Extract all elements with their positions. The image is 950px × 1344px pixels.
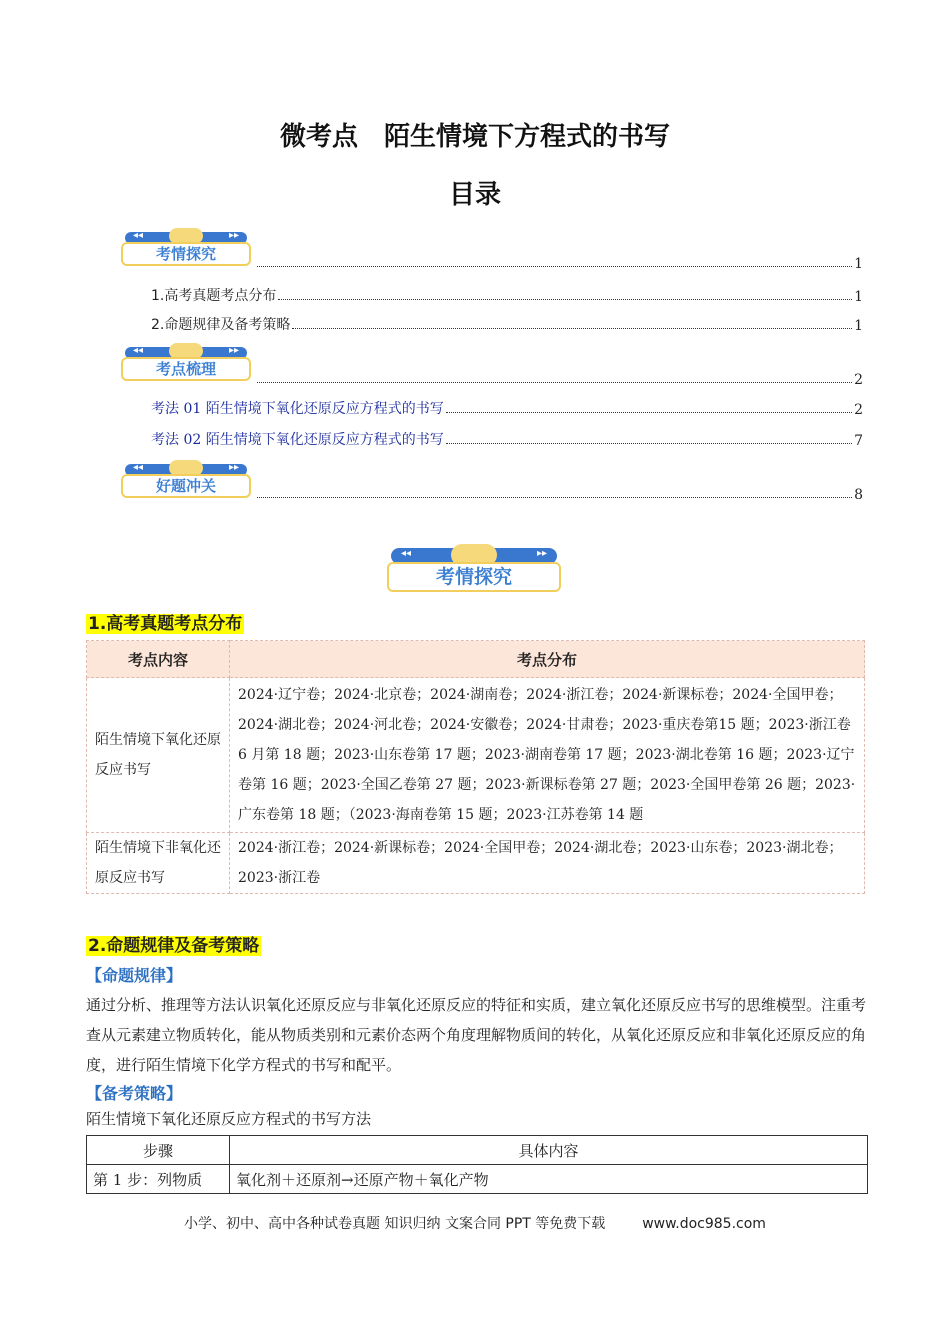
toc-page: 1 xyxy=(854,318,863,334)
footer-text: 小学、初中、高中各种试卷真题 知识归纳 文案合同 PPT 等免费下载 xyxy=(184,1216,606,1232)
section1-heading-text: 1.高考真题考点分布 xyxy=(88,614,243,634)
badge-ribbon: ◂◂ ▸▸ xyxy=(391,548,557,564)
toc-page: 8 xyxy=(854,487,863,503)
table-row xyxy=(87,1165,868,1194)
strategy-intro: 陌生情境下氧化还原反应方程式的书写方法 xyxy=(86,1110,372,1128)
toc-entry[interactable] xyxy=(255,483,863,503)
badge-ribbon: ◂◂ ▸▸ xyxy=(125,232,247,244)
toc-label: 1.高考真题考点分布 xyxy=(151,288,277,304)
table-row xyxy=(87,678,865,833)
toc-dots xyxy=(257,382,852,383)
toc-badge-kaodian[interactable] xyxy=(121,343,251,379)
section-badge xyxy=(387,544,561,590)
toc-entry[interactable] xyxy=(255,368,863,388)
toc-entry[interactable] xyxy=(151,314,863,334)
badge-label: 考点梳理 xyxy=(121,357,251,381)
toc-page: 7 xyxy=(854,433,863,449)
table-header-row xyxy=(87,1136,868,1165)
section2-heading-text: 2.命题规律及备考策略 xyxy=(88,936,260,956)
toc-label: 考法 02 陌生情境下氧化还原反应方程式的书写 xyxy=(151,432,444,448)
toc-badge-haoti[interactable] xyxy=(121,460,251,496)
section2-heading xyxy=(86,931,261,956)
toc-page: 1 xyxy=(854,256,863,272)
table-cell: 第 1 步：列物质 xyxy=(87,1165,230,1194)
toc-dots xyxy=(257,266,852,267)
table-cell-dist: 2024·辽宁卷；2024·北京卷；2024·湖南卷；2024·浙江卷；2024·新课标卷；2024·全国甲卷；2024·湖北卷；2024·河北卷；2024·安徽卷；2024·甘肃卷；2023·重庆卷第15 题；2023·浙江卷 6 月第 18 题；2023·山东卷第 17 题；2023·湖南卷第 17 题；2023·湖北卷第 16 题；2023·辽宁卷第 16 题；2023·全国乙卷第 27 题；2023·新课标卷第 27 题；2023·全国甲卷第 26 题；2023·广东卷第 18 题；（2023·海南卷第 15 题；2023·江苏卷第 14 题 xyxy=(230,678,865,833)
toc-label: 2.命题规律及备考策略 xyxy=(151,317,291,333)
footer xyxy=(0,1213,950,1233)
strategy-label: 【备考策略】 xyxy=(86,1084,183,1103)
toc-badge-kaoqing[interactable] xyxy=(121,228,251,264)
footer-site-link[interactable]: www.doc985.com xyxy=(642,1216,766,1232)
table-header-cell: 考点分布 xyxy=(230,641,865,678)
toc-dots xyxy=(446,443,852,444)
table-header-cell: 具体内容 xyxy=(230,1136,868,1165)
exam-distribution-table xyxy=(86,640,865,894)
table-header-cell: 考点内容 xyxy=(87,641,230,678)
badge-label: 考情探究 xyxy=(121,242,251,266)
toc-dots xyxy=(446,412,852,413)
toc-page: 1 xyxy=(854,289,863,305)
badge-label: 考情探究 xyxy=(387,562,561,592)
toc-dots xyxy=(292,328,852,329)
badge-label: 好题冲关 xyxy=(121,474,251,498)
rule-text: 通过分析、推理等方法认识氧化还原反应与非氧化还原反应的特征和实质，建立氧化还原反应书写的思维模型。注重考查从元素建立物质转化，能从物质类别和元素价态两个角度理解物质间的转化，从氧化还原反应和非氧化还原反应的角度，进行陌生情境下化学方程式的书写和配平。 xyxy=(86,996,867,1074)
toc-dots xyxy=(278,299,852,300)
table-cell-topic: 陌生情境下非氧化还原反应书写 xyxy=(87,833,230,894)
table-cell-dist: 2024·浙江卷；2024·新课标卷；2024·全国甲卷；2024·湖北卷；2023·山东卷；2023·湖北卷；2023·浙江卷 xyxy=(230,833,865,894)
rule-label: 【命题规律】 xyxy=(86,966,183,985)
toc-entry[interactable] xyxy=(151,429,863,449)
toc-entry[interactable] xyxy=(255,252,863,272)
badge-ribbon: ◂◂ ▸▸ xyxy=(125,464,247,476)
table-cell: 氧化剂＋还原剂→还原产物＋氧化产物 xyxy=(230,1165,868,1194)
toc-dots xyxy=(257,497,852,498)
table-header-row xyxy=(87,641,865,678)
table-row xyxy=(87,833,865,894)
toc-entry[interactable] xyxy=(151,285,863,305)
toc-entry[interactable] xyxy=(151,398,863,418)
steps-table xyxy=(86,1135,868,1194)
document-title: 微考点 陌生情境下方程式的书写 xyxy=(279,122,670,152)
section1-heading xyxy=(86,609,244,634)
toc-page: 2 xyxy=(854,402,863,418)
toc-title: 目录 xyxy=(448,180,501,210)
table-header-cell: 步骤 xyxy=(87,1136,230,1165)
toc-label: 考法 01 陌生情境下氧化还原反应方程式的书写 xyxy=(151,401,444,417)
table-cell-topic: 陌生情境下氧化还原反应书写 xyxy=(87,678,230,833)
badge-ribbon: ◂◂ ▸▸ xyxy=(125,347,247,359)
toc-page: 2 xyxy=(854,372,863,388)
